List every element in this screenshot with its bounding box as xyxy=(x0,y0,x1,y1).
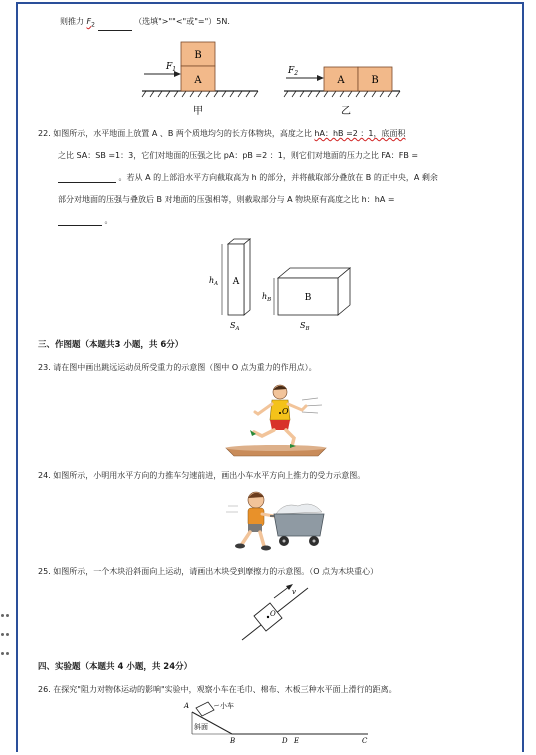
cart-load xyxy=(276,504,322,514)
q22-answer-blank-2[interactable] xyxy=(58,225,102,226)
small-car xyxy=(196,702,214,716)
q22-text-2: 之比 SA：SB =1：3，它们对地面的压强之比 pA：pB =2 ：1，则它们对地面的压力之比 FA：FB = xyxy=(58,151,419,160)
q21-suffix: （选填">""<"或"="）5N. xyxy=(134,17,230,26)
q22-text-1: 如图所示，水平地面上放置 A 、B 两个质地均匀的长方体物块，高度之比 xyxy=(53,129,312,138)
q21-answer-blank[interactable] xyxy=(98,30,132,31)
fig21-label-jia: 甲 xyxy=(193,106,203,117)
figure-24-boy-pushing-cart xyxy=(224,488,336,556)
q26-number: 26. xyxy=(38,685,51,694)
q22-answer-blank-1[interactable] xyxy=(58,182,116,183)
q25-text: 如图所示，一个木块沿斜面向上运动，请画出木块受到摩擦力的示意图。（O 点为木块重心） xyxy=(53,567,379,576)
fig26-label-A: A xyxy=(184,702,190,710)
q25-line xyxy=(38,566,378,577)
fig21-label-yi: 乙 xyxy=(341,106,351,117)
q22-line-2 xyxy=(58,150,418,161)
section-4-title: 四、实验题（本题共 4 小题，共 24分） xyxy=(38,662,193,672)
q22-line-1 xyxy=(38,128,406,139)
fig25-velocity-label: v xyxy=(292,588,296,596)
q26-line xyxy=(38,684,397,695)
fig22-SA: $S_A$ xyxy=(230,321,240,332)
q22-ratio-1: hA：hB =2 ：1，底面积 xyxy=(314,129,406,138)
fig22-hA: $h_A$ xyxy=(209,276,219,287)
figure-21 xyxy=(138,36,404,120)
q23-line xyxy=(38,362,317,373)
q22-text-3: 。若从 A 的上部沿水平方向截取高为 h 的部分，并将截取部分叠放在 B 的正中央，A 剩余 xyxy=(118,173,438,182)
q23-number: 23. xyxy=(38,363,51,372)
figure-23-long-jumper xyxy=(222,380,332,462)
q23-text: 请在图中画出跳远运动员所受重力的示意图（图中 O 点为重力的作用点）。 xyxy=(53,363,317,372)
fig22-hB: $h_B$ xyxy=(262,292,272,303)
figure-25-incline xyxy=(236,582,318,644)
fig21-label-B-top: B xyxy=(194,50,202,61)
q24-line xyxy=(38,470,365,481)
boy-shirt xyxy=(248,508,264,526)
q22-text-5: 。 xyxy=(104,216,113,225)
q22-number: 22. xyxy=(38,129,51,138)
fig21-label-A-bottom: A xyxy=(194,75,202,86)
q24-text: 如图所示，小明用水平方向的力推车匀速前进，画出小车水平方向上推力的受力示意图。 xyxy=(53,471,366,480)
fig21-label-A-side: A xyxy=(337,75,345,86)
q21-force-symbol: $F_2$ xyxy=(86,17,95,29)
fig25-point-O: O xyxy=(270,610,276,618)
q24-number: 24. xyxy=(38,471,51,480)
fig21-F1-label: $F_1$ xyxy=(166,62,177,73)
fig26-label-slope: 斜面 xyxy=(194,723,208,731)
q22-line-4 xyxy=(58,194,395,205)
fig26-label-B: B xyxy=(230,737,236,745)
q22-text-4: 部分对地面的压强与叠放后 B 对地面的压强相等，则截取部分与 A 物块原有高度之比 h：hA = xyxy=(58,195,395,204)
fig26-label-E: E xyxy=(294,737,300,745)
fig26-label-D: D xyxy=(282,737,288,745)
fig21-F2-label: $F_2$ xyxy=(288,66,299,77)
fig21-label-B-side: B xyxy=(371,75,379,86)
fig26-label-car: 小车 xyxy=(220,702,234,710)
q21-tail-line xyxy=(60,16,230,31)
fig22-label-B: B xyxy=(304,293,312,303)
q25-number: 25. xyxy=(38,567,51,576)
cart-body xyxy=(274,514,324,536)
fig22-label-A: A xyxy=(232,277,240,287)
fig22-SB: $S_B$ xyxy=(300,321,310,332)
fig23-point-O: O xyxy=(282,407,289,416)
figure-26-ramp xyxy=(176,698,376,746)
q26-text: 在探究"阻力对物体运动的影响"实验中，观察小车在毛巾、棉布、木板三种水平面上滑行的距离。 xyxy=(53,685,397,694)
fig26-label-C: C xyxy=(362,737,368,745)
q21-prefix: 则推力 xyxy=(60,17,84,26)
q22-line-5 xyxy=(58,215,113,226)
q22-line-3 xyxy=(58,172,438,183)
drag-handle[interactable] xyxy=(0,603,10,660)
figure-22 xyxy=(200,236,370,334)
section-3-title: 三、作图题（本题共3 小题，共 6分） xyxy=(38,340,184,350)
